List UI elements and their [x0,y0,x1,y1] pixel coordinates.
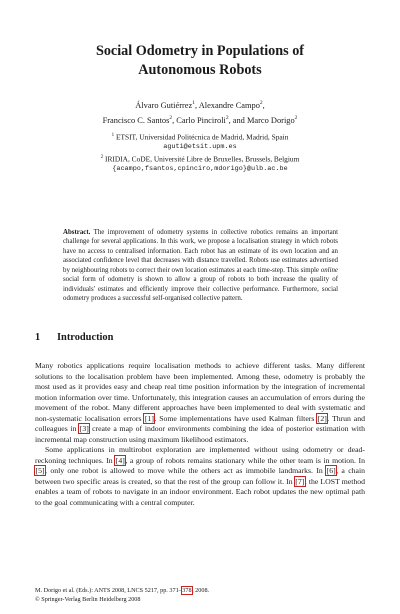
author-affil-mark: 2 [169,114,173,121]
paragraph-text: , a chain between two specific areas is created, so that the rest of the group can follow it. In [35,466,365,486]
copyright-footer [35,587,209,604]
citation-link[interactable]: [2] [317,413,327,423]
paragraph-text: , a group of robots remains stationary while the other team is in motion. In [125,455,365,465]
abstract-text-1: The improvement of odometry systems in collective robotics remains an important challenge for several applications. In this work, we propose a localisation strategy in which robots have no access to centralised information. Each robot has an estimate of its own location and an associated confidence level that decreases with distance travelled. Robots use estimates advertised by neighbouring robots to correct their own location estimates at each time-step. This simple [63,229,338,274]
citation-link[interactable]: [6] [326,466,336,475]
citation-link[interactable]: [7] [295,476,305,486]
paragraph-text: . Some implementations have used Kalman filters [154,413,318,423]
author-affil-mark: 2 [225,114,229,121]
paragraph-1 [35,361,365,445]
author-list [30,97,370,127]
paper-title [40,42,360,80]
abstract-text-2: social form of odometry is shown to allow a group of robots to both increase the quality of individuals' estimates and efficiently improve their collective performance. Furthermore, social odometry produces a successful self-organised collective pattern. [63,276,338,303]
abstract [63,228,338,304]
author-line-1: Álvaro Gutiérrez$^1$, Alexandre Campo$^2$, [135,100,265,110]
citation-link[interactable]: [1] [144,413,154,423]
paragraph-text: Some applications in multirobot exploration are implemented without using odometry or dead-reckoning techniques. In [35,445,365,465]
paragraph-text: . Thrun and colleagues in [35,413,365,433]
paragraph-2 [35,445,365,508]
affiliation-email[interactable]: {acampo,fsantos,cpinciro,mdorigo}@ulb.ac.be [112,165,288,174]
abstract-emphasis: online [320,266,338,274]
citation-link[interactable]: [3] [79,424,89,433]
footer-citation: M. Dorigo et al. (Eds.): ANTS 2008, LNCS 5217, pp. 371– [35,587,182,594]
author-name: Francisco C. Santos [102,115,170,125]
footer-year: , 2008. [192,587,210,594]
author-affil-mark: 2 [294,114,298,121]
title-line-1: Social Odometry in Populations of [95,43,305,59]
author-affil-mark: 1 [192,100,195,106]
affiliation-email[interactable]: aguti@etsit.upm.es [163,143,237,152]
section-heading [35,332,113,343]
affiliation-name: ETSIT, Universidad Politécnica de Madrid, Madrid, Spain [115,132,289,142]
section-number: 1 [35,332,41,343]
paragraph-text: , only one robot is allowed to move while the others act as immobile landmarks. In [45,466,327,475]
author-line-2: Francisco C. Santos$^2$, Carlo Pinciroli$^2$, and Marco Dorigo$^2$ [102,114,298,125]
affiliation-1 [30,131,370,152]
citation-link[interactable]: [4] [115,455,125,465]
paragraph-text: , the LOST method enables a team of robots to navigate in an indoor environment. Each robot updates the new optimal path to the goal communicating with a central computer. [35,476,366,507]
body-text [35,361,365,508]
affiliation-2 [30,153,370,174]
paragraph-text: create a map of indoor environments combining the idea of posterior estimation with incremental map construction using maximum likelihood estimators. [35,424,365,444]
affiliation-mark: 1 [111,133,115,138]
title-line-2: Autonomous Robots [138,62,262,78]
affiliation-mark: 2 [100,155,104,160]
author-name: Carlo Pinciroli [176,115,226,125]
page-range-link[interactable]: 378 [182,587,192,594]
author-name: Marco Dorigo [246,115,295,125]
footer-copyright: © Springer-Verlag Berlin Heidelberg 2008 [35,595,141,603]
author-affil-mark: 2 [259,100,263,106]
affiliation-name: IRIDIA, CoDE, Université Libre de Bruxelles, Brussels, Belgium [104,154,300,164]
paragraph-text: Many robotics applications require localisation methods to achieve different tasks. Many different solutions to the localisation problem have been implemented. Among these, odometry is probably the most used as it provides easy and cheap real time position information by the integration of incremental motion information over time. Unfortunately, this integration causes an accumulation of errors during the movement of the robot. Many different approaches have been implemented to deal with systematic and non-systematic localisation errors [35,361,365,423]
author-name: Álvaro Gutiérrez [135,100,193,110]
section-title: Introduction [57,332,114,343]
author-name: Alexandre Campo [198,100,260,110]
abstract-label: Abstract. [63,229,91,236]
citation-link[interactable]: [5] [35,466,45,475]
